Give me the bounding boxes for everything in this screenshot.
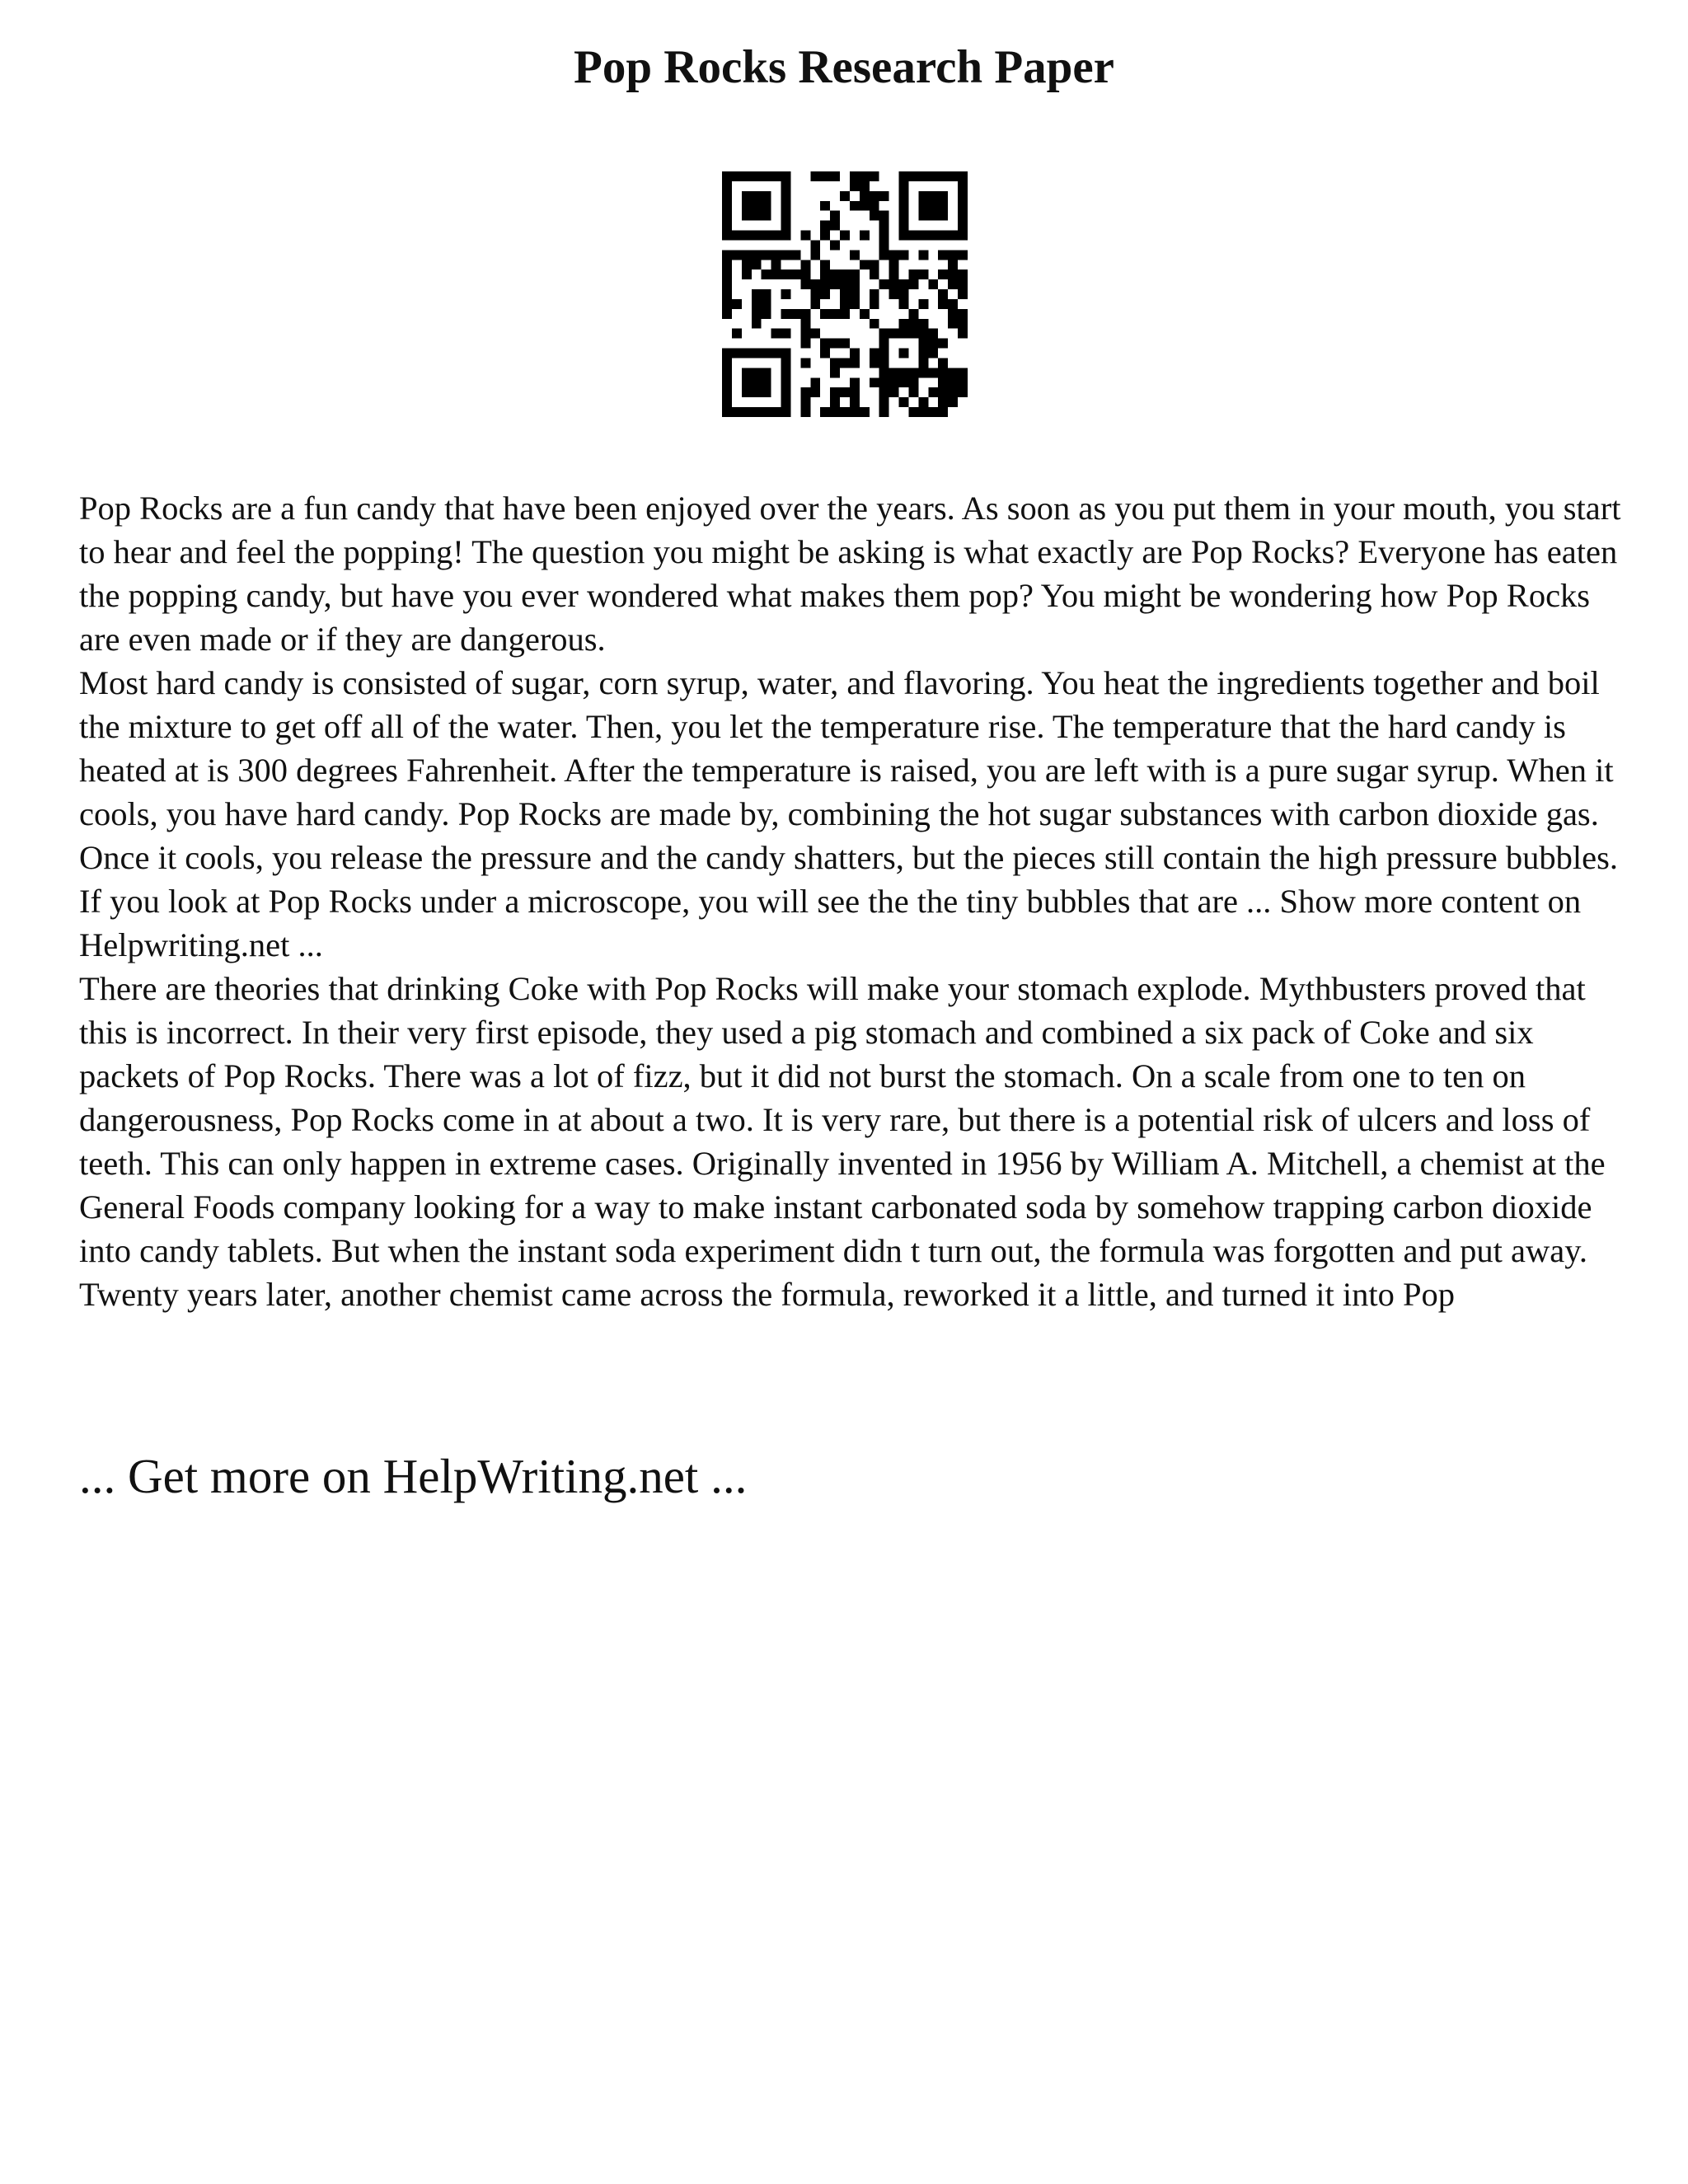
paragraph-intro: Pop Rocks are a fun candy that have been enjoyed over the years. As soon as you put them in your mouth, you start to hear and feel the popping! The question you might be asking is what exactly are Pop Rocks? Everyone has eaten the popping candy, but have you ever wondered what makes them pop? You might be wondering how Pop Rocks are even made or if they are dangerous. (79, 490, 1621, 658)
paragraph-safety-history: There are theories that drinking Coke with Pop Rocks will make your stomach explode. Mythbusters proved that this is incorrect. In their very first episode, they used a pig stomach and combined a six pack of Coke and six packets of Pop Rocks. There was a lot of fizz, but it did not burst the stomach. On a scale from one to ten on dangerousness, Pop Rocks come in at about a two. It is very rare, but there is a potential risk of ulcers and loss of teeth. This can only happen in extreme cases. Originally invented in 1956 by William A. Mitchell, a chemist at the General Foods company looking for a way to make instant carbonated soda by somehow trapping carbon dioxide into candy tablets. But when the instant soda experiment didn t turn out, the formula was forgotten and put away. Twenty years later, another chemist came across the formula, reworked it a little, and turned it into Pop (79, 970, 1606, 1313)
qr-code-icon (722, 171, 968, 417)
get-more-link[interactable]: ... Get more on HelpWriting.net ... (79, 1449, 748, 1503)
paragraph-process: Most hard candy is consisted of sugar, corn syrup, water, and flavoring. You heat the ingredients together and boil the mixture to get off all of the water. Then, you let the temperature rise. The temperature that the hard candy is heated at is 300 degrees Fahrenheit. After the temperature is raised, you are left with is a pure sugar syrup. When it cools, you have hard candy. Pop Rocks are made by, combining the hot sugar substances with carbon dioxide gas. Once it cools, you release the pressure and the candy shatters, but the pieces still contain the high pressure bubbles. If you look at Pop Rocks under a microscope, you will see the the tiny bubbles that are ... Show more content on Helpwriting.net ... (79, 664, 1618, 963)
article-body (79, 486, 1629, 1316)
page-title: Pop Rocks Research Paper (574, 41, 1114, 93)
